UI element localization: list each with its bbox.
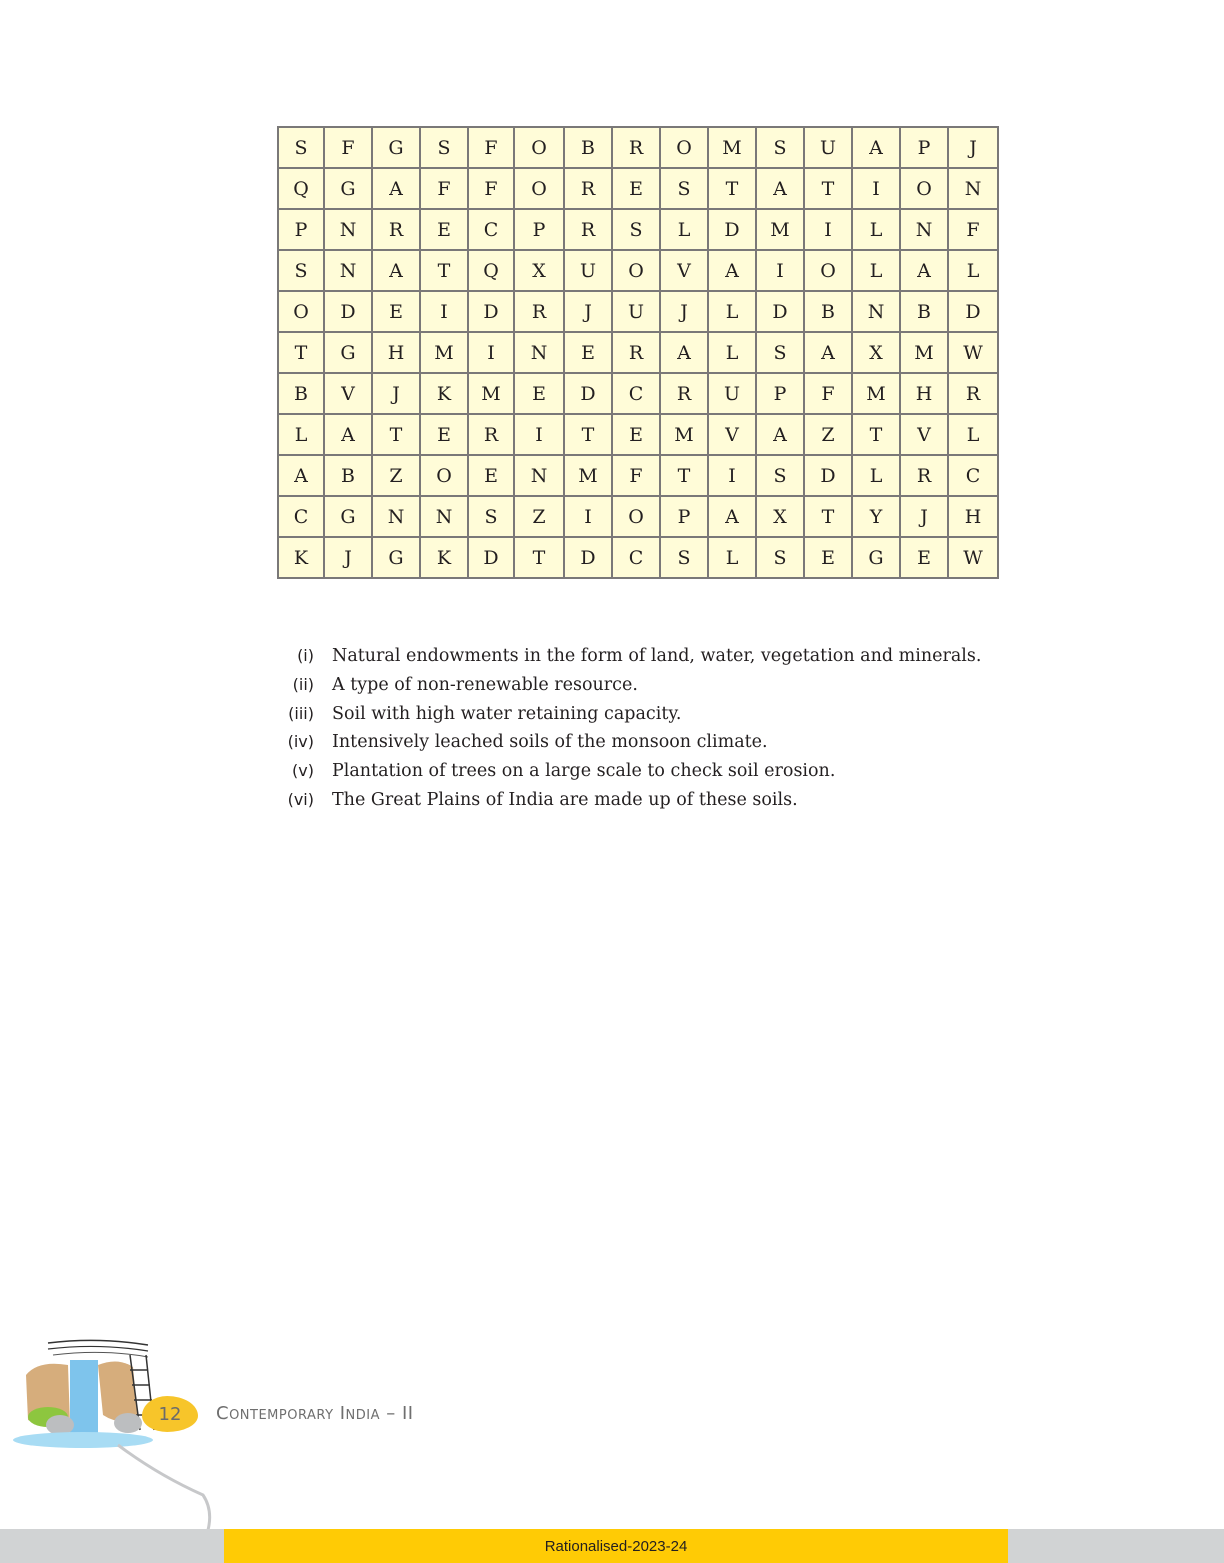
grid-row [278,332,998,373]
grid-cell: Y [852,496,900,537]
grid-cell: A [900,250,948,291]
clue-item [280,786,1060,815]
page-number-badge: 12 [142,1396,198,1432]
grid-cell: O [660,127,708,168]
grid-cell: H [372,332,420,373]
grid-cell: L [852,455,900,496]
grid-cell: P [514,209,564,250]
grid-cell: A [660,332,708,373]
grid-cell: U [612,291,660,332]
grid-cell: X [852,332,900,373]
grid-cell: Z [804,414,852,455]
grid-cell: E [612,414,660,455]
grid-cell: O [612,496,660,537]
grid-cell: J [324,537,372,578]
clue-item [280,671,1060,700]
clue-text: Intensively leached soils of the monsoon climate. [332,732,768,753]
grid-row [278,250,998,291]
grid-cell: C [612,373,660,414]
book-title: Contemporary India – II [216,1403,414,1424]
grid-cell: E [612,168,660,209]
grid-cell: M [564,455,612,496]
grid-cell: W [948,332,998,373]
grid-cell: F [468,168,514,209]
grid-cell: P [756,373,804,414]
grid-cell: F [420,168,468,209]
grid-cell: E [420,209,468,250]
grid-cell: E [372,291,420,332]
grid-cell: R [468,414,514,455]
grid-cell: S [756,332,804,373]
grid-cell: N [324,209,372,250]
grid-cell: X [514,250,564,291]
clue-text: The Great Plains of India are made up of these soils. [332,789,798,810]
word-search-grid [277,126,999,579]
grid-cell: I [514,414,564,455]
grid-cell: R [612,332,660,373]
grid-cell: Q [278,168,324,209]
grid-cell: S [420,127,468,168]
grid-cell: S [756,455,804,496]
grid-cell: G [372,127,420,168]
grid-cell: T [852,414,900,455]
grid-cell: M [468,373,514,414]
grid-cell: R [948,373,998,414]
grid-cell: D [468,537,514,578]
grid-cell: M [852,373,900,414]
clue-item [280,642,1060,671]
clue-number: (iv) [287,732,314,752]
grid-cell: O [514,127,564,168]
grid-cell: L [660,209,708,250]
grid-cell: A [852,127,900,168]
grid-cell: T [804,496,852,537]
clue-number: (iii) [288,703,314,723]
grid-cell: L [852,209,900,250]
grid-cell: G [324,168,372,209]
grid-cell: O [514,168,564,209]
grid-cell: M [660,414,708,455]
grid-cell: J [948,127,998,168]
grid-cell: S [756,537,804,578]
clue-text: Plantation of trees on a large scale to check soil erosion. [332,761,836,782]
grid-row [278,455,998,496]
grid-cell: E [514,373,564,414]
grid-cell: U [708,373,756,414]
grid-cell: J [372,373,420,414]
grid-cell: N [324,250,372,291]
grid-cell: M [900,332,948,373]
grid-cell: O [804,250,852,291]
clue-number: (vi) [287,789,314,809]
grid-cell: L [948,250,998,291]
grid-cell: L [948,414,998,455]
grid-cell: T [564,414,612,455]
grid-cell: D [948,291,998,332]
grid-cell: D [564,537,612,578]
grid-cell: K [420,373,468,414]
grid-row [278,291,998,332]
grid-cell: F [468,127,514,168]
grid-cell: D [324,291,372,332]
grid-cell: C [612,537,660,578]
grid-cell: L [852,250,900,291]
grid-cell: P [660,496,708,537]
waterfall-illustration-icon [8,1335,218,1535]
grid-cell: T [660,455,708,496]
grid-cell: G [852,537,900,578]
grid-cell: P [900,127,948,168]
grid-cell: D [708,209,756,250]
grid-cell: O [612,250,660,291]
grid-cell: R [372,209,420,250]
word-search-grid-body [278,127,998,578]
grid-cell: D [804,455,852,496]
grid-cell: F [804,373,852,414]
grid-cell: P [278,209,324,250]
grid-cell: C [278,496,324,537]
grid-cell: R [612,127,660,168]
grid-cell: A [708,250,756,291]
grid-cell: L [278,414,324,455]
grid-cell: I [852,168,900,209]
grid-cell: J [564,291,612,332]
grid-cell: Z [514,496,564,537]
grid-cell: A [756,414,804,455]
grid-cell: T [372,414,420,455]
grid-cell: D [564,373,612,414]
grid-cell: Z [372,455,420,496]
grid-cell: O [278,291,324,332]
grid-cell: S [756,127,804,168]
grid-cell: Q [468,250,514,291]
clue-item [280,700,1060,729]
grid-cell: E [900,537,948,578]
grid-cell: S [612,209,660,250]
grid-cell: S [468,496,514,537]
grid-cell: N [514,455,564,496]
clue-item [280,728,1060,757]
grid-cell: F [324,127,372,168]
grid-cell: A [278,455,324,496]
grid-cell: E [420,414,468,455]
grid-cell: T [804,168,852,209]
grid-cell: F [612,455,660,496]
grid-cell: E [564,332,612,373]
grid-cell: I [564,496,612,537]
grid-cell: N [900,209,948,250]
clue-list [280,642,1060,815]
grid-cell: R [900,455,948,496]
grid-cell: N [852,291,900,332]
clue-number: (i) [297,646,314,665]
grid-cell: S [660,168,708,209]
grid-cell: C [468,209,514,250]
grid-row [278,496,998,537]
grid-cell: B [900,291,948,332]
grid-row [278,537,998,578]
clue-number: (v) [292,761,314,781]
clue-item [280,757,1060,786]
grid-cell: E [804,537,852,578]
grid-cell: L [708,332,756,373]
grid-cell: D [756,291,804,332]
grid-cell: T [514,537,564,578]
grid-cell: A [372,250,420,291]
clue-number: (ii) [292,674,314,694]
grid-cell: H [900,373,948,414]
grid-cell: S [660,537,708,578]
grid-cell: X [756,496,804,537]
grid-cell: I [708,455,756,496]
grid-cell: S [278,250,324,291]
grid-cell: R [660,373,708,414]
clue-text: Natural endowments in the form of land, water, vegetation and minerals. [332,646,982,666]
grid-cell: C [948,455,998,496]
grid-cell: B [324,455,372,496]
grid-cell: H [948,496,998,537]
grid-row [278,168,998,209]
grid-row [278,414,998,455]
grid-cell: U [804,127,852,168]
grid-cell: L [708,291,756,332]
grid-cell: G [324,332,372,373]
grid-cell: T [420,250,468,291]
grid-cell: A [708,496,756,537]
grid-cell: R [564,209,612,250]
grid-cell: N [514,332,564,373]
grid-cell: O [420,455,468,496]
grid-cell: I [804,209,852,250]
grid-cell: N [420,496,468,537]
grid-cell: M [420,332,468,373]
grid-cell: U [564,250,612,291]
clue-text: A type of non-renewable resource. [332,674,638,695]
grid-cell: V [900,414,948,455]
grid-cell: D [468,291,514,332]
grid-row [278,209,998,250]
rationalised-banner: Rationalised-2023-24 [224,1529,1008,1563]
grid-row [278,127,998,168]
grid-cell: I [756,250,804,291]
grid-cell: V [660,250,708,291]
grid-cell: W [948,537,998,578]
grid-cell: A [372,168,420,209]
grid-cell: G [324,496,372,537]
grid-cell: M [756,209,804,250]
grid-cell: K [420,537,468,578]
grid-cell: V [324,373,372,414]
grid-cell: T [708,168,756,209]
grid-cell: B [564,127,612,168]
grid-cell: R [564,168,612,209]
grid-cell: K [278,537,324,578]
grid-cell: N [948,168,998,209]
grid-cell: E [468,455,514,496]
grid-cell: L [708,537,756,578]
grid-cell: I [420,291,468,332]
grid-cell: B [804,291,852,332]
grid-cell: A [804,332,852,373]
grid-row [278,373,998,414]
grid-cell: J [900,496,948,537]
grid-cell: V [708,414,756,455]
grid-cell: A [756,168,804,209]
grid-cell: N [372,496,420,537]
grid-cell: B [278,373,324,414]
grid-cell: O [900,168,948,209]
grid-cell: R [514,291,564,332]
grid-cell: M [708,127,756,168]
grid-cell: I [468,332,514,373]
grid-cell: G [372,537,420,578]
grid-cell: S [278,127,324,168]
grid-cell: F [948,209,998,250]
grid-cell: T [278,332,324,373]
clue-text: Soil with high water retaining capacity. [332,703,682,724]
grid-cell: J [660,291,708,332]
grid-cell: A [324,414,372,455]
